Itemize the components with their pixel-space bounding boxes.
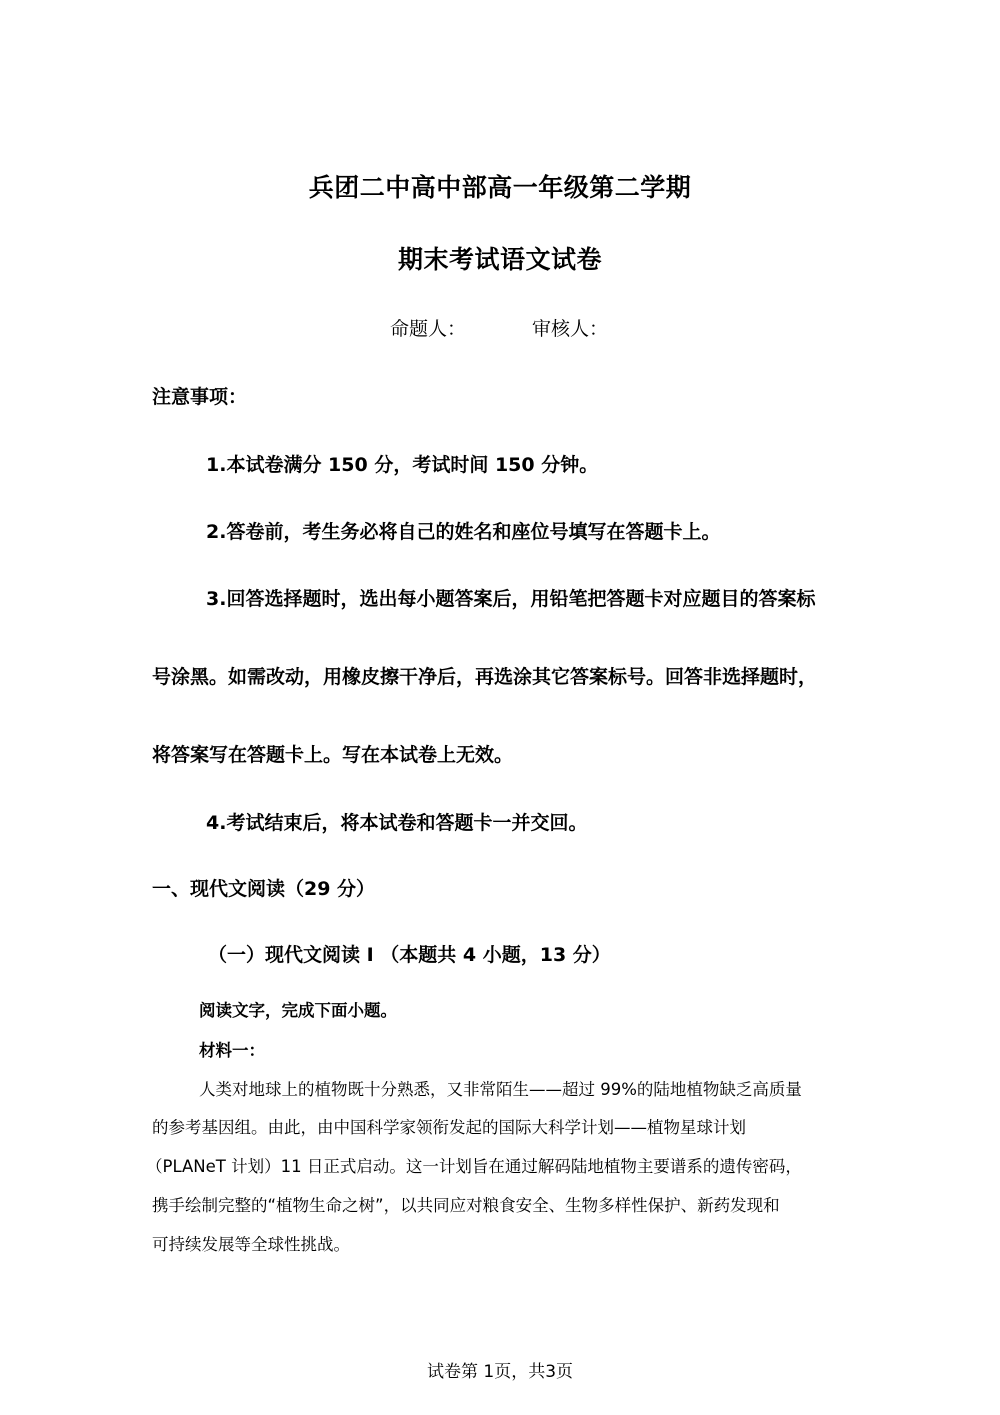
notice-heading: 注意事项： [152,386,248,408]
exam-title-line2: 期末考试语文试卷 [397,245,602,274]
paragraph-line: 可持续发展等全球性挑战。 [152,1235,350,1254]
notice-item-3-line3: 将答案写在答题卡上。写在本试卷上无效。 [152,744,514,766]
author-label: 命题人： [390,318,467,340]
reviewer-label: 审核人： [532,318,609,340]
reading-instruction: 阅读文字，完成下面小题。 [199,1001,397,1020]
paragraph-line: 的参考基因组。由此，由中国科学家领衔发起的国际大科学计划——植物星球计划 [152,1118,746,1137]
page-footer: 试卷第 1页，共3页 [426,1362,574,1382]
notice-item-4: 4.考试结束后，将本试卷和答题卡一并交回。 [206,812,588,834]
exam-title-line1: 兵团二中高中部高一年级第二学期 [308,173,692,202]
section-heading: 一、现代文阅读（29 分） [152,878,376,900]
subsection-heading: （一）现代文阅读 I （本题共 4 小题，13 分） [208,944,611,966]
paragraph-line: （PLANeT 计划）11 日正式启动。这一计划旨在通过解码陆地植物主要谱系的遗传密码， [146,1157,802,1176]
material-label: 材料一： [199,1041,265,1060]
notice-item-3-line2: 号涂黑。如需改动，用橡皮擦干净后，再选涂其它答案标号。回答非选择题时， [152,666,818,688]
notice-item-1: 1.本试卷满分 150 分，考试时间 150 分钟。 [206,454,599,476]
paragraph-line: 人类对地球上的植物既十分熟悉，又非常陌生——超过 99%的陆地植物缺乏高质量 [199,1080,802,1099]
paragraph-line: 携手绘制完整的“植物生命之树”，以共同应对粮食安全、生物多样性保护、新药发现和 [152,1196,780,1215]
notice-item-2: 2.答卷前，考生务必将自己的姓名和座位号填写在答题卡上。 [206,521,721,543]
notice-item-3-line1: 3.回答选择题时，选出每小题答案后，用铅笔把答题卡对应题目的答案标 [206,588,816,610]
